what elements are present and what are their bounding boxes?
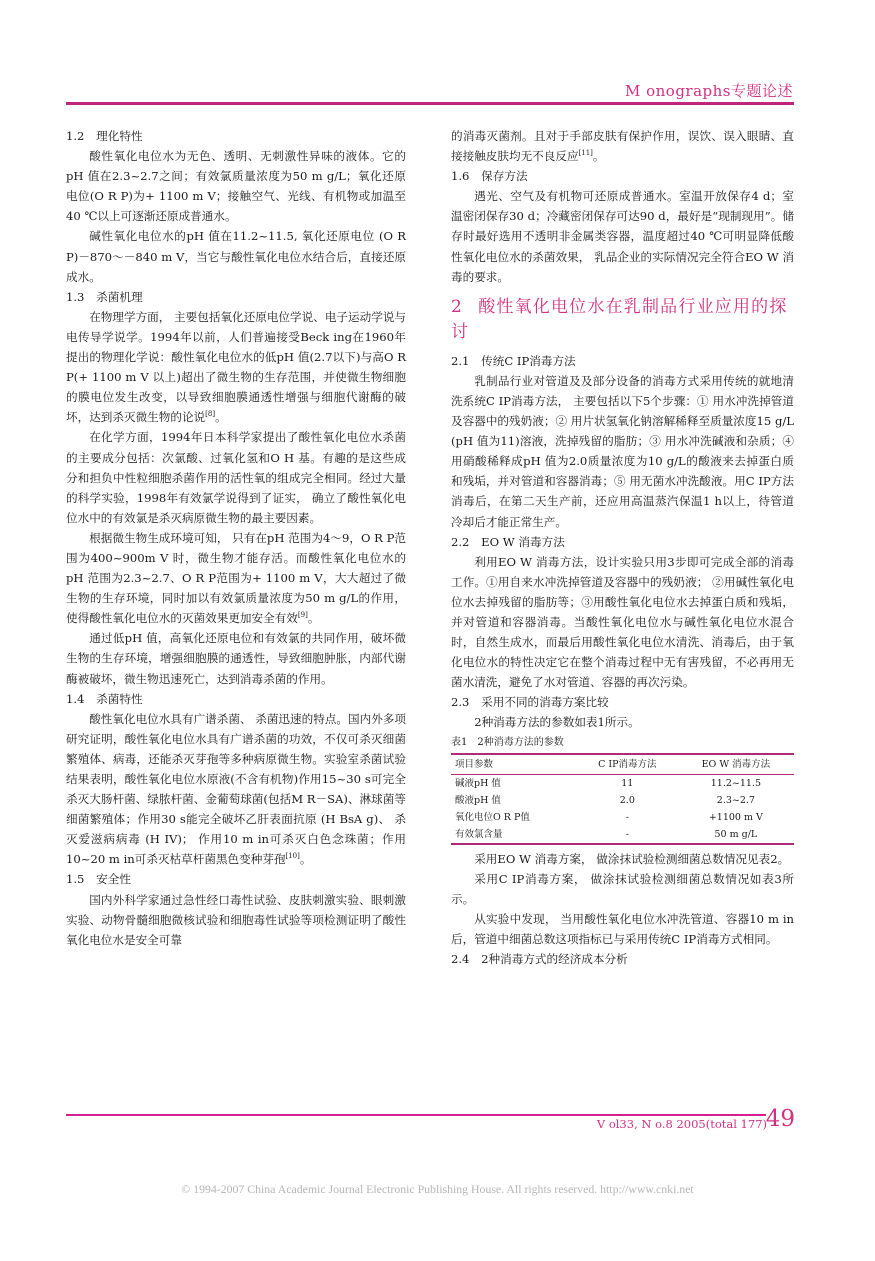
paragraph: 从实验中发现， 当用酸性氧化电位水冲洗管道、容器10 m in后，管道中细菌总数这项指标已与采用传统C IP消毒方式相同。: [451, 911, 794, 946]
copyright-notice: © 1994-2007 China Academic Journal Electronic Publishing House. All rights reserved. http://www.cnki.net: [181, 1182, 694, 1196]
table-cell: -: [625, 811, 629, 823]
left-column: [66, 126, 406, 950]
section-heading-2-2: 2.2 EO W 消毒方法: [451, 534, 565, 549]
citation-ref[interactable]: [11]: [578, 149, 593, 158]
table-cell: 50 m g/L: [714, 828, 758, 840]
table-cell: 有效氯含量: [455, 828, 503, 840]
table-cell: 2.0: [619, 794, 635, 806]
paragraph: 在物理学方面， 主要包括氧化还原电位学说、电子运动学说与电传导学说学。1994年以前，人们普遍接受Beck ing在1960年提出的物理化学说：酸性氧化电位水的低pH 值(2.7以下)与高O R P(+ 1100 m V 以上)超出了微生物的生存范围，并使微生物细胞的膜电位发生改变，以导致细胞膜通透性增强与细胞代谢酶的破坏，达到杀灭微生物的论说[8]。: [66, 309, 406, 425]
citation-ref[interactable]: [8]: [205, 410, 216, 419]
table-header-row: [451, 754, 794, 775]
journal-citation: V ol33, N o.8 2005(total 177): [596, 1117, 767, 1131]
table-cell: 酸液pH 值: [455, 794, 501, 806]
paragraph: 国内外科学家通过急性经口毒性试验、皮肤刺激实验、眼刺激实验、动物骨髓细胞微核试验和细胞毒性试验等项检测证明了酸性氧化电位水是安全可靠: [66, 892, 406, 947]
table-cell: +1100 m V: [708, 811, 763, 823]
paragraph: 遇光、空气及有机物可还原成普通水。室温开放保存4 d；室温密闭保存30 d；冷藏密闭保存可达90 d，最好是“现制现用”。储存时最好选用不透明非金属类容器，温度超过40 ℃可明显降低酸性氧化电位水的杀菌效果， 乳品企业的实际情况完全符合EO W 消毒的要求。: [451, 189, 794, 284]
paragraph: 在化学方面，1994年日本科学家提出了酸性氧化电位水杀菌的主要成分包括：次氯酸、过氧化氢和O H 基。有趣的是这些成分和担负中性粒细胞杀菌作用的活性氧的组成完全相同。经过大量的科学实验，1998年有效氯学说得到了证实， 确立了酸性氧化电位水中的有效氯是杀灭病原微生物的最主要因素。: [66, 430, 406, 525]
bottom-rule: [66, 1114, 766, 1116]
table-cell: 11.2~11.5: [710, 777, 761, 789]
section-heading-1-4: 1.4 杀菌特性: [66, 691, 143, 706]
paragraph: 通过低pH 值，高氧化还原电位和有效氯的共同作用，破坏微生物的生存环境，增强细胞膜的通透性，导致细胞肿胀，内部代谢酶被破坏，微生物迅速死亡，达到消毒杀菌的作用。: [66, 631, 406, 686]
paragraph-continuation: 的消毒灭菌剂。且对于手部皮肤有保护作用，误饮、误入眼睛、直接接触皮肤均无不良反应[11]。: [451, 129, 794, 164]
section-heading-1-5: 1.5 安全性: [66, 872, 131, 887]
table-header-cell: EO W 消毒方法: [678, 754, 794, 775]
paragraph: 乳制品行业对管道及及部分设备的消毒方式采用传统的就地清洗系统C IP消毒方法， 主要包括以下5个步骤：① 用水冲洗掉管道及容器中的残奶液；② 用片状氢氧化钠溶解稀释至质量浓度15 g/L (pH 值为11)溶液，洗掉残留的脂肪；③ 用水冲洗碱液和杂质；④ 用硝酸稀释成pH 值为2.0质量浓度为10 g/L的酸液来去掉蛋白质和残垢，并对管道和容器消毒；⑤ 用无菌水冲洗酸液。用C IP方法消毒后，在第二天生产前，还应用高温蒸汽保温1 h以上，待管道冷却后才能正常生产。: [451, 373, 794, 529]
top-rule: [66, 102, 794, 105]
section-heading-2-3: 2.3 采用不同的消毒方案比较: [451, 695, 609, 710]
table-cell: 2.3~2.7: [716, 794, 755, 806]
paragraph: 酸性氧化电位水具有广谱杀菌、 杀菌迅速的特点。国内外多项研究证明，酸性氧化电位水具有广谱杀菌的功效，不仅可杀灭细菌繁殖体、病毒，还能杀灭芽孢等多种病原微生物。实验室杀菌试验结果表明，酸性氧化电位水原液(不含有机物)作用15~30 s可完全杀灭大肠杆菌、绿脓杆菌、金葡萄球菌(包括M R－SA)、淋球菌等细菌繁殖体；作用30 s能完全破坏乙肝表面抗原 (H BsA g)、 杀灭爱滋病病毒 (H IV)； 作用10 m in可杀灭白色念珠菌；作用10~20 m in可杀灭枯草杆菌黑色变种芽孢[10]。: [66, 711, 406, 867]
table-cell: 氧化电位O R P值: [455, 811, 530, 823]
table-cell: 碱液pH 值: [455, 777, 501, 789]
section-heading-2-4: 2.4 2种消毒方式的经济成本分析: [451, 952, 628, 967]
table-cell: -: [625, 828, 629, 840]
table-row: [451, 792, 794, 809]
paragraph: 利用EO W 消毒方法，设计实验只用3步即可完成全部的消毒工作。①用自来水冲洗掉管道及容器中的残奶液； ②用碱性氧化电位水去掉残留的脂肪等；③用酸性氧化电位水去掉蛋白质和残垢，并对管道和容器消毒。当酸性氧化电位水与碱性氧化电位水混合时，自然生成水，而最后用酸性氧化电位水清洗、消毒后，由于氧化电位水的特性决定它在整个消毒过程中无有害残留，不必再用无菌水清洗，避免了水对管道、容器的再次污染。: [451, 554, 794, 690]
paragraph: 2种消毒方法的参数如表1所示。: [474, 715, 640, 730]
paragraph: 采用EO W 消毒方案， 做涂抹试验检测细菌总数情况见表2。: [474, 851, 790, 866]
section-heading-1-3: 1.3 杀菌机理: [66, 289, 143, 304]
paragraph: 根据微生物生成环境可知， 只有在pH 范围为4～9，O R P范围为400~900m V 时，微生物才能存活。而酸性氧化电位水的pH 范围为2.3~2.7、O R P范围为+ 1100 m V，大大超过了微生物的生存环境，同时加以有效氯质量浓度为50 m g/L的作用， 使得酸性氧化电位水的灭菌效果更加安全有效[9]。: [66, 530, 406, 626]
running-head: M onographs专题论述: [624, 82, 793, 100]
parameters-table: [451, 753, 794, 845]
table-header-cell: C IP消毒方法: [577, 754, 678, 775]
right-column: [451, 126, 794, 969]
table-row: [451, 826, 794, 844]
table-caption: 表1 2种消毒方法的参数: [451, 736, 564, 748]
section-heading-1-2: 1.2 理化特性: [66, 129, 143, 143]
paragraph: 采用C IP消毒方案， 做涂抹试验检测细菌总数情况如表3所示。: [451, 871, 794, 906]
section-heading-2-1: 2.1 传统C IP消毒方法: [451, 353, 576, 368]
page-number: 49: [765, 1106, 795, 1132]
table-cell: 11: [621, 777, 634, 789]
section-heading-2: 2 酸性氧化电位水在乳制品行业应用的探讨: [451, 296, 788, 342]
table-row: [451, 774, 794, 792]
citation-ref[interactable]: [9]: [297, 611, 308, 620]
paragraph: 酸性氧化电位水为无色、透明、无刺激性异味的液体。它的pH 值在2.3~2.7之间；有效氯质量浓度为50 m g/L；氧化还原电位(O R P)为+ 1100 m V；接触空气、光线、有机物或加温至40 ℃以上可逐渐还原成普通水。: [66, 149, 406, 224]
paragraph: 碱性氧化电位水的pH 值在11.2~11.5, 氧化还原电位 (O R P)－870～－840 m V，当它与酸性氧化电位水结合后，直接还原成水。: [66, 229, 406, 284]
section-heading-1-6: 1.6 保存方法: [451, 169, 528, 184]
table-header-cell: 项目参数: [451, 754, 577, 775]
citation-ref[interactable]: [10]: [285, 852, 300, 861]
table-row: [451, 809, 794, 826]
